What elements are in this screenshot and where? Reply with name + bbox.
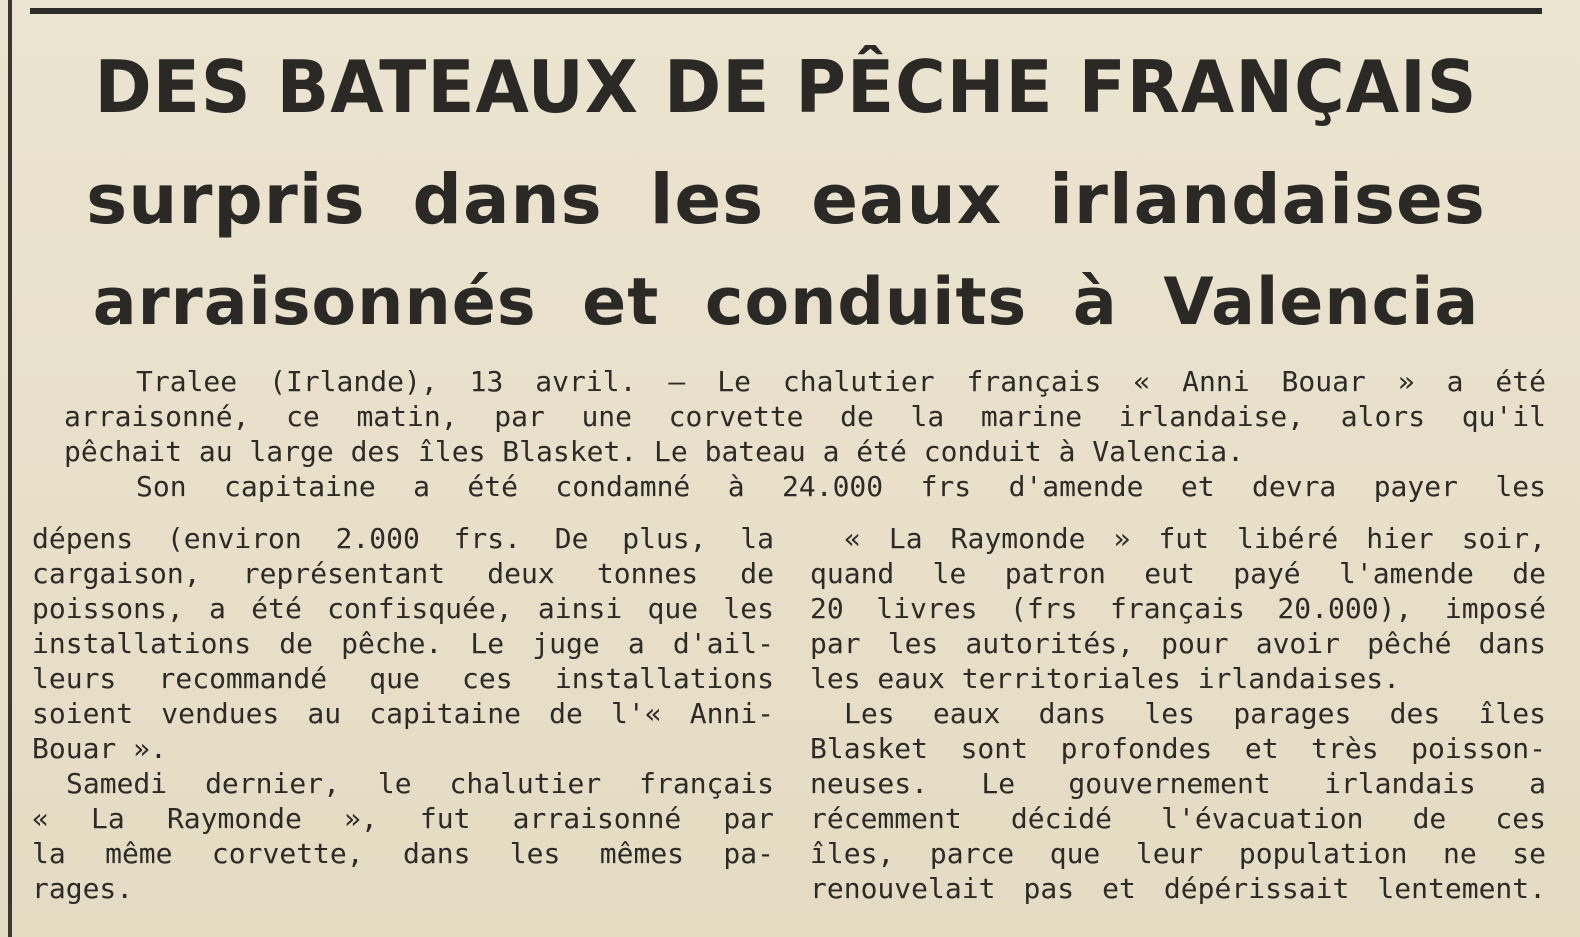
column-line: rages.	[32, 872, 134, 905]
article-column-right	[810, 521, 1546, 906]
column-line: « La Raymonde » fut libéré hier soir,	[844, 522, 1546, 555]
column-line: Samedi dernier, le chalutier français	[66, 767, 774, 800]
lead-line: Son capitaine a été condamné à 24.000 frs d'amende et devra payer les	[136, 470, 1546, 503]
column-line: par les autorités, pour avoir pêché dans	[810, 627, 1546, 660]
column-line: récemment décidé l'évacuation de ces	[810, 802, 1546, 835]
column-line: soient vendues au capitaine de l'« Anni-	[32, 697, 774, 730]
column-line: poissons, a été confisquée, ainsi que les	[32, 592, 774, 625]
column-line: Bouar ».	[32, 732, 167, 765]
left-column-rule	[8, 0, 12, 937]
column-line: dépens (environ 2.000 frs. De plus, la	[32, 522, 774, 555]
column-line: installations de pêche. Le juge a d'ail-	[32, 627, 774, 660]
column-line: la même corvette, dans les mêmes pa-	[32, 837, 774, 870]
column-line: renouvelait pas et dépérissait lentement.	[810, 872, 1546, 905]
article-column-left	[32, 521, 774, 906]
lead-line: pêchait au large des îles Blasket. Le bateau a été conduit à Valencia.	[64, 435, 1245, 468]
headline-line-1: DES BATEAUX DE PÊCHE FRANÇAIS	[94, 46, 1478, 130]
column-line: « La Raymonde », fut arraisonné par	[32, 802, 774, 835]
lead-paragraph	[64, 364, 1546, 504]
headline-line-2: surpris dans les eaux irlandaises	[86, 160, 1486, 240]
column-line: les eaux territoriales irlandaises.	[810, 662, 1401, 695]
column-line: Les eaux dans les parages des îles	[844, 697, 1546, 730]
lead-line: Tralee (Irlande), 13 avril. — Le chalutier français « Anni Bouar » a été	[136, 365, 1546, 398]
column-line: Blasket sont profondes et très poisson-	[810, 732, 1546, 765]
lead-line: arraisonné, ce matin, par une corvette de la marine irlandaise, alors qu'il	[64, 400, 1546, 433]
column-line: îles, parce que leur population ne se	[810, 837, 1546, 870]
headline-line-3: arraisonnés et conduits à Valencia	[92, 265, 1480, 340]
column-line: neuses. Le gouvernement irlandais a	[810, 767, 1546, 800]
column-line: quand le patron eut payé l'amende de	[810, 557, 1546, 590]
column-line: cargaison, représentant deux tonnes de	[32, 557, 774, 590]
top-rule	[30, 8, 1542, 14]
column-line: 20 livres (frs français 20.000), imposé	[810, 592, 1546, 625]
column-line: leurs recommandé que ces installations	[32, 662, 774, 695]
